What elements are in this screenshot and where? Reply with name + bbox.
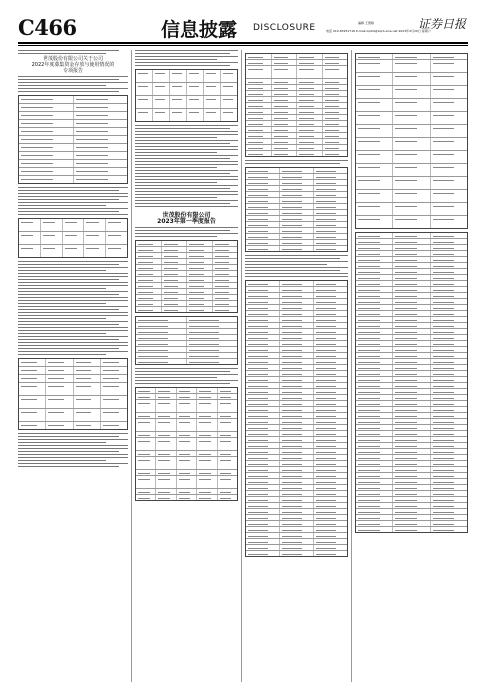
article-title: 世茂股份有限公司关于公司 2022年度募集资金存放与使用情况的 专项报告 bbox=[31, 56, 115, 74]
data-table bbox=[245, 280, 348, 557]
body-text bbox=[18, 50, 128, 54]
column-4 bbox=[355, 50, 468, 682]
body-text bbox=[18, 433, 128, 467]
body-text bbox=[18, 187, 128, 215]
body-text bbox=[135, 227, 238, 237]
body-text bbox=[135, 50, 238, 66]
masthead-rule bbox=[18, 42, 468, 44]
data-table bbox=[135, 240, 238, 313]
body-text bbox=[135, 368, 238, 384]
body-text bbox=[18, 76, 128, 92]
section-title-cn: 信息披露 bbox=[161, 19, 238, 41]
masthead-rule-thin bbox=[18, 45, 468, 46]
data-table bbox=[18, 218, 128, 258]
column-divider bbox=[131, 50, 132, 682]
contact-line: 电话 010-83251716 E-mail:zqrb9@zqrb.sina.net 2023年4月29日 星期六 bbox=[326, 29, 431, 33]
column-divider bbox=[241, 50, 242, 682]
masthead bbox=[18, 15, 468, 41]
article-title: 世茂股份有限公司 2023年第一季度报告 bbox=[157, 212, 216, 225]
newspaper-logo: 证券日报 bbox=[417, 17, 466, 31]
data-table bbox=[355, 232, 468, 533]
data-table bbox=[245, 167, 348, 252]
body-text bbox=[18, 261, 128, 355]
body-text bbox=[135, 125, 238, 207]
data-table bbox=[245, 53, 348, 157]
data-table bbox=[135, 316, 238, 365]
page-code: C466 bbox=[18, 15, 77, 40]
section-title-en: DISCLOSURE bbox=[253, 23, 316, 33]
body-text bbox=[245, 160, 348, 164]
column-divider bbox=[351, 50, 352, 682]
column-1 bbox=[18, 50, 128, 682]
data-table bbox=[18, 95, 128, 184]
data-table bbox=[135, 69, 238, 122]
data-table bbox=[355, 53, 468, 229]
data-table bbox=[135, 387, 238, 501]
data-table bbox=[18, 358, 128, 430]
body-text bbox=[245, 255, 348, 277]
column-2 bbox=[135, 50, 238, 682]
editor-line: 编辑 王惠敏 bbox=[358, 21, 374, 25]
column-3 bbox=[245, 50, 348, 682]
